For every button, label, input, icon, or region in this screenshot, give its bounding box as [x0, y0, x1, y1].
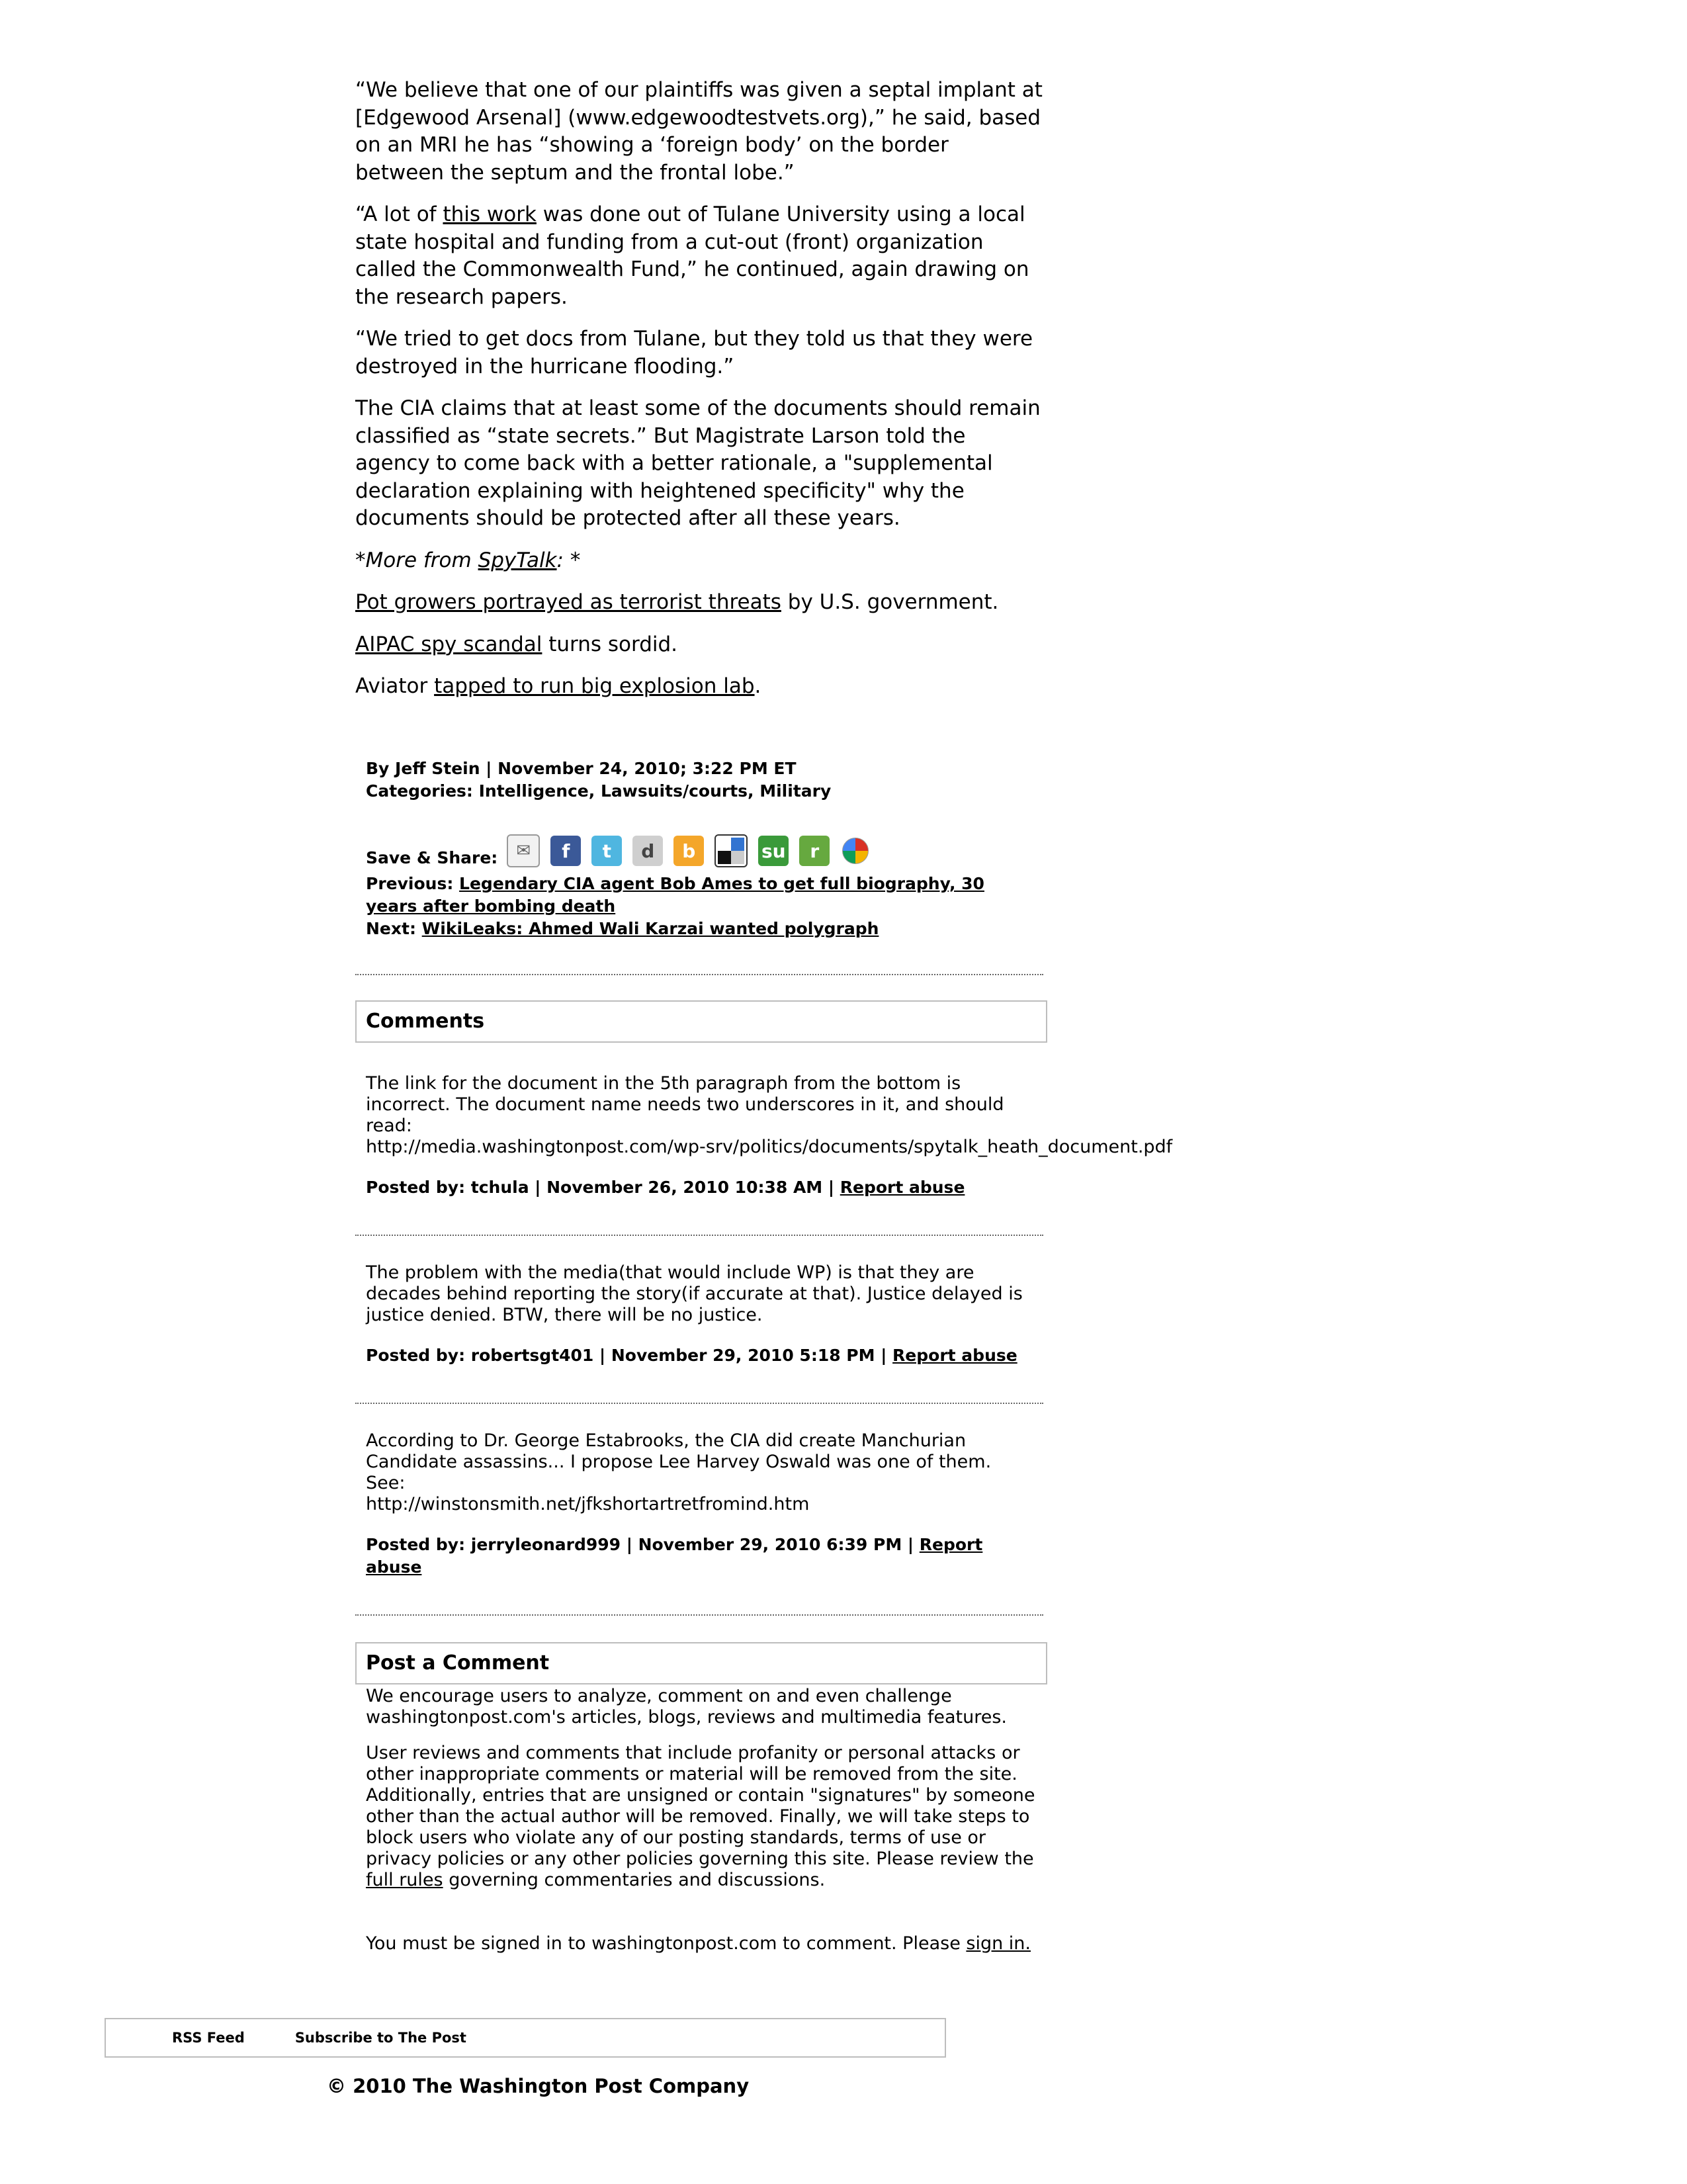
copyright: © 2010 The Washington Post Company [327, 2075, 750, 2097]
previous-post-link[interactable]: Legendary CIA agent Bob Ames to get full biography, 30 years after bombing death [366, 874, 984, 916]
article-paragraph: “We believe that one of our plaintiffs was given a septal implant at [Edgewood Arsenal] (www.edgewoodtestvets.org),” he said, based on an MRI he has “showing a ‘foreign body’ on the border between the septum and the frontal lobe.” [355, 78, 1043, 185]
text: User reviews and comments that include profanity or personal attacks or other inappropriate comments or material will be removed from the site. Additionally, entries that are unsigned or contain "signatures" by someone other than the actual author will be removed. Finally, we will take steps to block users who violate any of our posting standards, terms of use or privacy policies or any other policies governing this site. Please review the [366, 1743, 1035, 1869]
facebook-icon[interactable]: f [550, 836, 581, 866]
comment-line: The link for the document in the 5th paragraph from the bottom is [366, 1073, 961, 1094]
share-icons [507, 834, 871, 867]
posted-by-text: Posted by: robertsgt401 | November 29, 2010 5:18 PM | [366, 1346, 893, 1365]
subscribe-link[interactable]: Subscribe to The Post [294, 2030, 466, 2046]
comment-line: read: [366, 1115, 412, 1136]
posted-by-text: Posted by: tchula | November 26, 2010 10:38 AM | [366, 1178, 840, 1197]
comment [366, 1430, 1199, 1579]
comment-text [366, 1073, 1173, 1158]
buzz-icon[interactable]: b [673, 836, 704, 866]
comment-text [366, 1430, 1041, 1515]
comment-text [366, 1262, 1041, 1326]
save-share-label: Save & Share: [366, 848, 498, 867]
stumbleupon-icon[interactable]: su [758, 836, 789, 866]
post-comment-rules [366, 1743, 1041, 1891]
digg-icon[interactable]: d [632, 836, 663, 866]
comment-line: justice denied. BTW, there will be no justice. [366, 1305, 763, 1325]
text: . [754, 674, 761, 698]
report-abuse-link[interactable]: Report abuse [840, 1178, 965, 1197]
text: “A lot of [355, 202, 443, 226]
spacer [366, 1905, 1041, 1933]
previous-label: Previous: [366, 874, 454, 893]
spytalk-link[interactable]: SpyTalk [478, 548, 557, 572]
comment-line: The problem with the media(that would include WP) is that they are [366, 1262, 974, 1283]
article-paragraph [355, 201, 1043, 311]
next-label: Next: [366, 919, 416, 938]
text: by U.S. government. [781, 590, 999, 614]
related-item [355, 673, 1043, 701]
sign-in-link[interactable]: sign in. [966, 1933, 1031, 1954]
pot-growers-link[interactable]: Pot growers portrayed as terrorist threats [355, 590, 781, 614]
next-post-link[interactable]: WikiLeaks: Ahmed Wali Karzai wanted polygraph [421, 919, 879, 938]
comment-line: Candidate assassins... I propose Lee Harvey Oswald was one of them. [366, 1452, 992, 1472]
comment-line: http://media.washingtonpost.com/wp-srv/politics/documents/spytalk_heath_document.pdf [366, 1137, 1173, 1157]
previous-post [366, 873, 1034, 918]
text: *More from [355, 548, 478, 572]
email-icon[interactable]: ✉ [507, 834, 540, 867]
comment-posted-by [366, 1534, 1001, 1579]
related-item [355, 589, 1043, 617]
comment [366, 1262, 1199, 1367]
google-buzz-icon[interactable] [840, 836, 871, 866]
report-abuse-link[interactable]: Report abuse [366, 1535, 983, 1577]
footer-bar [105, 2018, 946, 2058]
comments-header: Comments [355, 1000, 1047, 1043]
delicious-icon[interactable] [714, 834, 748, 867]
explosion-lab-link[interactable]: tapped to run big explosion lab [434, 674, 755, 698]
comment-line: http://winstonsmith.net/jfkshortartretfromind.htm [366, 1494, 810, 1514]
comment-posted-by [366, 1176, 1034, 1199]
reddit-icon[interactable]: r [799, 836, 830, 866]
more-from-spytalk [355, 547, 1043, 575]
twitter-icon[interactable]: t [591, 836, 622, 866]
full-rules-link[interactable]: full rules [366, 1870, 443, 1890]
sign-in-notice [366, 1933, 1041, 1954]
post-meta [366, 758, 1034, 940]
save-share [366, 829, 1034, 867]
posted-by-text: Posted by: jerryleonard999 | November 29, 2010 6:39 PM | [366, 1535, 920, 1554]
next-post [366, 918, 1034, 940]
report-abuse-link[interactable]: Report abuse [892, 1346, 1017, 1365]
categories: Categories: Intelligence, Lawsuits/courts, Military [366, 781, 832, 801]
article-paragraph: “We tried to get docs from Tulane, but they told us that they were destroyed in the hurricane flooding.” [355, 327, 1033, 378]
divider [355, 1614, 1043, 1616]
post-comment-body [366, 1686, 1041, 1969]
text: Aviator [355, 674, 435, 698]
text: governing commentaries and discussions. [443, 1870, 826, 1890]
related-item [355, 631, 1043, 659]
divider [355, 1403, 1043, 1404]
article-paragraph: The CIA claims that at least some of the documents should remain classified as “state secrets.” But Magistrate Larson told the agency to come back with a better rationale, a "supplemental declaration explaining with heightened specificity" why the documents should be protected after all these years. [355, 396, 1041, 530]
comment [366, 1073, 1199, 1199]
byline: By Jeff Stein | November 24, 2010; 3:22 PM ET [366, 759, 797, 778]
this-work-link[interactable]: this work [443, 202, 537, 226]
comment-line: According to Dr. George Estabrooks, the CIA did create Manchurian [366, 1430, 967, 1451]
comment-line: incorrect. The document name needs two underscores in it, and should [366, 1094, 1004, 1115]
text: : * [556, 548, 581, 572]
rss-feed-link[interactable]: RSS Feed [172, 2030, 245, 2046]
post-comment-header: Post a Comment [355, 1642, 1047, 1684]
text: You must be signed in to washingtonpost.com to comment. Please [366, 1933, 967, 1954]
divider [355, 1235, 1043, 1236]
divider [355, 974, 1043, 975]
text: was done out of Tulane University using a local state hospital and funding from a cut-out (front) organization called the Commonwealth Fund,” he continued, again drawing on the research papers. [355, 202, 1029, 309]
comment-line: decades behind reporting the story(if accurate at that). Justice delayed is [366, 1284, 1023, 1304]
post-comment-intro: We encourage users to analyze, comment on and even challenge washingtonpost.com's articles, blogs, reviews and multimedia features. [366, 1686, 1007, 1727]
comment-posted-by [366, 1344, 1034, 1367]
article-body [355, 77, 1043, 715]
comment-line: See: [366, 1473, 406, 1493]
aipac-link[interactable]: AIPAC spy scandal [355, 632, 542, 656]
text: turns sordid. [542, 632, 678, 656]
